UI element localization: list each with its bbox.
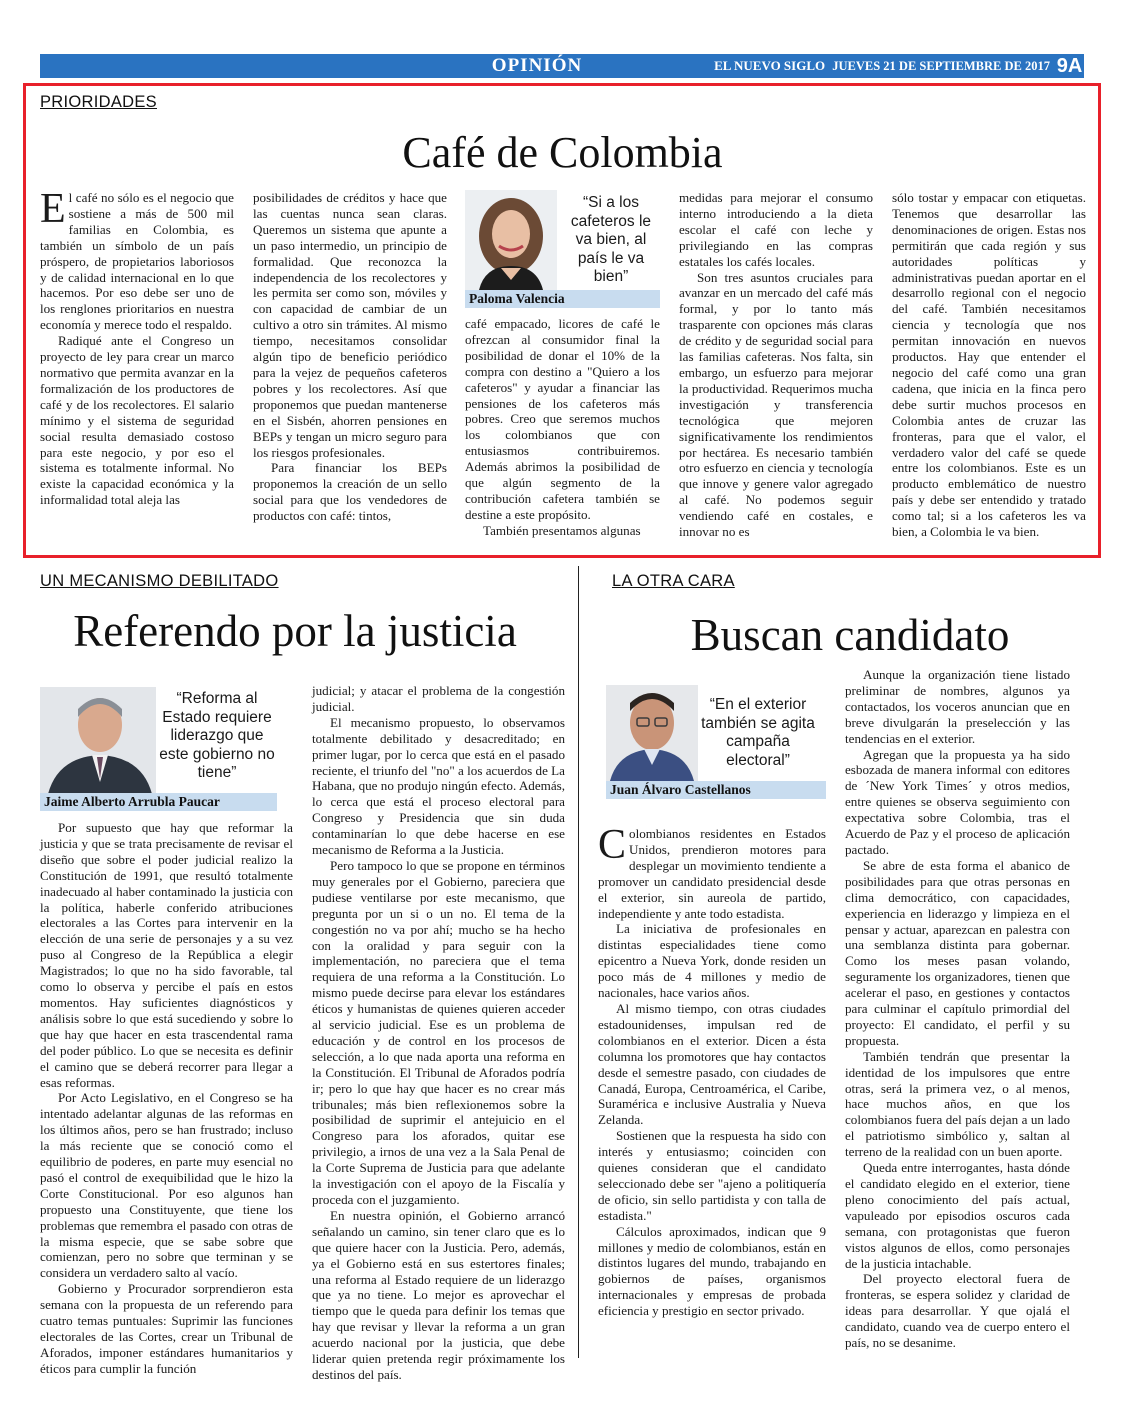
article2-column-2 <box>312 683 565 1382</box>
article1-pullquote: “Si a los cafeteros le va bien, al país le va bien” <box>570 194 652 285</box>
author-photo <box>606 685 698 781</box>
article3-dropcap: C <box>598 822 627 868</box>
article3-paragraph: Sostienen que la respuesta ha sido con interés y entusiasmo; coinciden con quienes consideran que el candidato seleccionado debe ser "ajeno a politiquería de oficio, sin sello partidista y con talla de estadista." <box>598 1128 826 1223</box>
article3-paragraph: La iniciativa de profesionales en distintas especialidades tiene como epicentro a Nueva York, donde residen un poco más de 4 millones y medio de nacionales, hace varios años. <box>598 921 826 1001</box>
article2-paragraph: judicial; y atacar el problema de la congestión judicial. <box>312 683 565 714</box>
issue-date: JUEVES 21 DE SEPTIEMBRE DE 2017 <box>832 59 1050 73</box>
article2-column-1 <box>40 820 293 1376</box>
article3-author: Juan Álvaro Castellanos <box>606 781 826 799</box>
article1-column-1 <box>40 186 234 540</box>
article1-kicker: PRIORIDADES <box>40 93 157 111</box>
page-number: 9A <box>1056 55 1083 77</box>
article1-paragraph: posibilidades de créditos y hace que las cuentas nunca sean claras. Queremos un sistema que apunte a un paso intermedio, un principio de formalidad. Que reconozca la independencia de los recolectores y les permita ser como son, móviles y con capacidad de cambiar de un cultivo a otro sin trámites. Al mismo tiempo, necesitamos consolidar algún tipo de beneficio periódico para la vejez de pequeños cafeteros pobres y los recolectores. Así que proponemos que puedan mantenerse en el Sisbén, ahorren pensiones en BEPs y tengan un micro seguro para los riesgos profesionales. <box>253 190 447 460</box>
article2-paragraph: Por supuesto que hay que reformar la justicia y que se trata precisamente de revisar el diseño que sobre el poder judicial realizo la Constitución de 1991, que resultó totalmente inadecuado al haber contaminado la justicia con la política, haberle conferido atribuciones electorales a las Cortes para intervenir en la elección de una serie de personajes y a su vez puso al Congreso de la República a elegir Magistrados; lo que no ha sido favorable, tal como lo observa y percibe el país en estos momentos. Hay suficientes diagnósticos y análisis sobre lo que está sucediendo y sobre lo que hay que hacer en esta trascendental rama del poder público. Lo que se necesita es definir el camino que se deberá recorrer para llegar a esas reformas. <box>40 820 293 1090</box>
article1-column-5 <box>892 190 1086 540</box>
article2-paragraph: Gobierno y Procurador sorprendieron esta semana con la propuesta de un referendo para cuatro temas puntuales: Suprimir las funciones electorales de las Cortes, crear un Tribunal de Aforados, imponer estándares humanitarios y éticos para cumplir la función <box>40 1281 293 1376</box>
article1-paragraph: l café no sólo es el negocio que sostiene a más de 500 mil familias en Colombia, es también un símbolo de un país próspero, de propietarios laboriosos y de calidad internacional en lo que hacemos. Por eso debe ser uno de los renglones prioritarios en nuestra economía y merece todo el respaldo. <box>40 190 234 333</box>
article3-paragraph: Aunque la organización tiene listado preliminar de nombres, algunos ya contactados, los voceros anuncian que en breve divulgarán la preselección y las tendencias en el exterior. <box>845 667 1070 746</box>
article3-paragraph: También tendrán que presentar la identidad de los impulsores que entre otras, será la primera vez, o al menos, hace muchos años, en que los colombianos fuera del país dejan a un lado el patriotismo simbólico y, saltan al terreno de la realidad con un buen aporte. <box>845 1048 1070 1160</box>
newspaper-brand: EL NUEVO SIGLO <box>714 58 826 73</box>
article3-paragraph: Del proyecto electoral fuera de fronteras, se espera solidez y claridad de ideas para desarrollar. Y que ojalá el candidato, cuando vea de cuerpo entero el país, no se desanime. <box>845 1271 1070 1351</box>
article1-column-3 <box>465 316 660 540</box>
article1-paragraph: café empacado, licores de café le ofrezcan al consumidor final la posibilidad de donar el 10% de la compra con destino a "Quiero a los cafeteros" y ayudar a financiar las pensiones de los cafeteros más pobres. Creo que seremos muchos los colombianos que con entusiasmos contribuiremos. Además abrimos la posibilidad de que algún segmento de la contribución cafetera también se destine a este propósito. <box>465 316 660 522</box>
article1-paragraph: sólo tostar y empacar con etiquetas. Tenemos que desarrollar las denominaciones de origen. Estas nos permitirán que cada región y sus autoridades políticas y administrativas puedan aportar en el desarrollo regional con el negocio del café. También necesitamos ciencia y tecnología que nos permitan innovación en nuevos productos. Hay que entender el negocio del café como una gran cadena, que inicia en la finca pero debe surtir muchos procesos en Colombia antes de cruzar las fronteras, para que el valor, el verdadero valor del café se quede entre los colombianos. Este es un producto emblemático de nuestro país y debe ser entendido y tratado como tal; si a los cafeteros les va bien, a Colombia le va bien. <box>892 190 1086 540</box>
portrait-illustration <box>465 190 557 290</box>
portrait-illustration <box>40 687 156 794</box>
article2-paragraph: En nuestra opinión, el Gobierno arrancó señalando un camino, sin tener claro que es lo que quiere hacer con la Justicia. Pero, además, ya el Gobierno está en sus estertores finales; una reforma al Estado requiere de un liderazgo que ya no tiene. Lo mejor es aprovechar el tiempo que le queda para definir los temas que hay que revisar y llevar la reforma a un gran acuerdo nacional por la justicia, que debe liderar quien pretenda regir próximamente los destinos del país. <box>312 1207 565 1382</box>
article2-paragraph: El mecanismo propuesto, lo observamos totalmente debilitado y desacreditado; en primer lugar, por lo cerca que está en el pasado reciente, el triunfo del "no" a los acuerdos de La Habana, que no produjo ningún efecto. Además, lo cerca que está el proceso electoral para Congreso y Presidencia que sin duda contaminarían lo que debe hacerse en ese mecanismo de Reforma a la Justicia. <box>312 714 565 858</box>
article2-pullquote: “Reforma al Estado requiere liderazgo que este gobierno no tiene” <box>159 690 275 781</box>
article1-paragraph: Radiqué ante el Congreso un proyecto de ley para crear un marco normativo que permita avanzar en la formalización de los productores de café y de los recolectores. El salario mínimo y el sistema de seguridad social resulta demasiado costoso para este negocio, y por eso el sistema es totalmente informal. No existe la capacidad económica y la informalidad total aleja las <box>40 333 234 508</box>
article1-dropcap: E <box>40 186 66 232</box>
article3-column-1 <box>598 822 826 1350</box>
section-title: OPINIÓN <box>491 55 583 76</box>
column-divider <box>578 566 579 1358</box>
article3-kicker: LA OTRA CARA <box>612 572 735 590</box>
article3-paragraph: Al mismo tiempo, con otras ciudades estadounidenses, impulsan red de colombianos en el exterior. Dicen a ésta columna los promotores que hay contactos desde el semestre pasado, con ciudades de Canadá, Europa, Centroamérica, el Caribe, Suramérica e inclusive Australia y Nueva Zelanda. <box>598 1000 826 1128</box>
article1-column-4 <box>679 190 873 540</box>
article2-author: Jaime Alberto Arrubla Paucar <box>40 793 277 811</box>
article3-paragraph: Cálculos aproximados, indican que 9 millones y medio de colombianos, están en distintos lugares del mundo, trabajando en gobiernos de países, organismos internacionales y empresas de probada eficiencia y prestigio en sector privado. <box>598 1223 826 1319</box>
article1-paragraph: Son tres asuntos cruciales para avanzar en un mercado del café más formal, y por lo tanto más trasparente con opciones más claras de crédito y de seguridad social para las familias cafeteras. Nos falta, sin embargo, un esfuerzo para mejorar la productividad. Requerimos mucha investigación y transferencia tecnológica que mejoren significativamente los rendimientos por hectárea. Es necesario también otro esfuerzo en ciencia y tecnología que innove y genere valor agregado al café. No podemos seguir vendiendo café en costales, e innovar no es <box>679 269 873 540</box>
article2-paragraph: Por Acto Legislativo, en el Congreso se ha intentado adelantar algunas de las reformas en los últimos años, pero se han frustrado; incluso la más reciente que se conoció como el equilibrio de poderes, en parte muy esencial no pasó el control de exequibilidad que le hizo la Corte Constitucional. Por eso algunos han propuesto una Constituyente, que tiene los problemas que remembra el pasado con otras de la misma especie, que se sabe sobre que comienzan, pero no sobre que terminan y se considera un verdadero salto al vacío. <box>40 1090 293 1281</box>
article3-paragraph: Queda entre interrogantes, hasta dónde el candidato elegido en el exterior, tiene pleno conocimiento del país actual, vapuleado por episodios oscuros cada semana, con protagonistas que fueron vistos algunos de ellos, como personajes de la justicia intachable. <box>845 1160 1070 1271</box>
article1-paragraph: Para financiar los BEPs proponemos la creación de un sello social para que los vendedores de productos con café: tintos, <box>253 460 447 524</box>
article3-paragraph: Se abre de esta forma el abanico de posibilidades para que otras personas en clima democrático, con capacidades, experiencia en liderazgo y limpieza en el pensar y actuar, aparezcan en palestra con una semblanza distinta para gobernar. Como los meses pasan volando, seguramente los organizadores, tienen que acelerar el paso, en gestiones y contactos para culminar el capítulo primordial del proyecto: El candidato, el perfil y su propuesta. <box>845 857 1070 1048</box>
article1-headline: Café de Colombia <box>402 128 723 177</box>
article2-kicker: UN MECANISMO DEBILITADO <box>40 572 279 590</box>
article3-column-2 <box>845 667 1070 1350</box>
article3-pullquote: “En el exterior también se agita campaña electoral” <box>701 696 815 769</box>
author-photo <box>465 190 557 290</box>
article3-paragraph: olombianos residentes en Estados Unidos, prendieron motores para desplegar un movimiento tendiente a promover un candidato presidencial desde el exterior, sin aureola de partido, independiente y ante todo estadista. <box>598 826 826 921</box>
article1-paragraph: medidas para mejorar el consumo interno introduciendo a la dieta escolar el café con leche y privilegiando en las compras estatales los cafés locales. <box>679 190 873 269</box>
masthead-info <box>714 54 1050 78</box>
article3-paragraph: Agregan que la propuesta ya ha sido esbozada de manera informal con editores de ´New York Times´ y otros medios, entre quienes se observa seguimiento con expectativa sobre Colombia, tras el Acuerdo de Paz y el proceso de aplicación pactado. <box>845 746 1070 857</box>
article1-paragraph: También presentamos algunas <box>483 522 641 538</box>
article2-paragraph: Pero tampoco lo que se propone en términos muy generales por el Gobierno, pareciera que pudiese ventilarse por este mecanismo, que pregunta por un si o un no. El tema de la congestión no va por ahí; mucho se ha hecho con la oralidad y para seguir con la implementación, no pareciera que el tema requiera de una reforma a la Constitución. Lo mismo puede decirse para elevar los estándares éticos y humanistas de quienes quieren acceder al servicio judicial. Ese es un problema de educación y de control en los procesos de selección, a lo que nada aporta una reforma en la Constitución. El Tribunal de Aforados podría ir; pero lo que hay que hacer es no crear más tribunales; más bien reflexionemos sobre la posibilidad de suprimir el antejuicio en el Congreso para los aforados, quitar ese privilegio, a irnos de una vez a la Sala Penal de la Corte Suprema de Justicia para que adelante la investigación con el apoyo de la Fiscalía y proceda con el juzgamiento. <box>312 857 565 1207</box>
author-photo <box>40 687 156 794</box>
article1-author: Paloma Valencia <box>465 290 660 308</box>
article2-headline: Referendo por la justicia <box>73 606 517 656</box>
portrait-illustration <box>606 685 698 781</box>
article1-column-2 <box>253 190 447 540</box>
article3-headline: Buscan candidato <box>690 610 1010 660</box>
